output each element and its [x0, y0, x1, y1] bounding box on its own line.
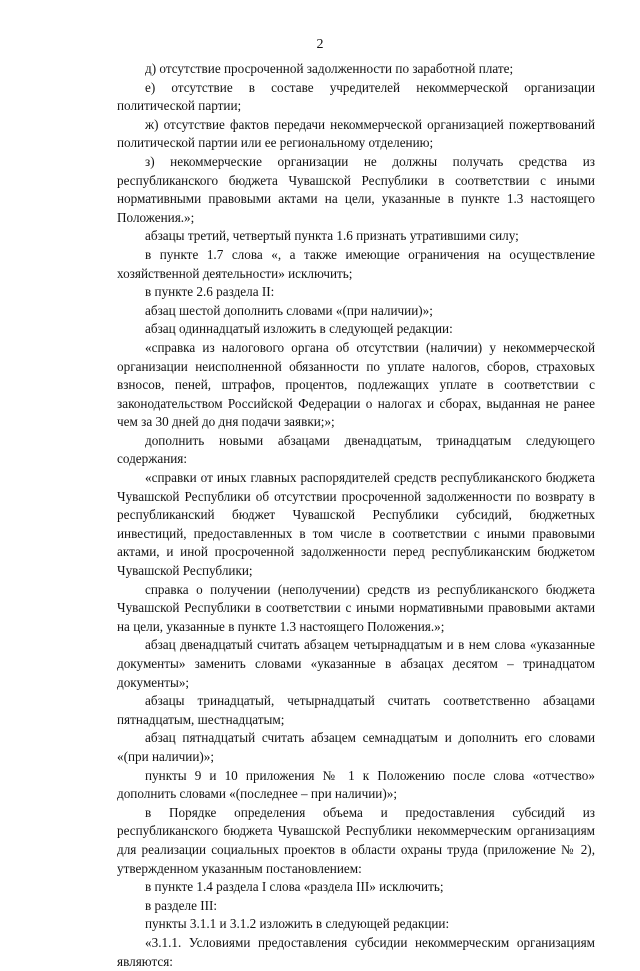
document-body	[117, 60, 595, 971]
paragraph: абзац двенадцатый считать абзацем четырнадцатым и в нем слова «указанные документы» заменить словами «указанные в абзацах десятом – тринадцатом документы»;	[117, 637, 595, 690]
paragraph: в пункте 2.6 раздела II:	[145, 284, 275, 300]
paragraph: «справки от иных главных распорядителей средств республиканского бюджета Чувашской Республики об отсутствии просроченной задолженности по возврату в республиканский бюджет Чувашской Республики субсидий, бюджетных инвестиций, предоставленных в том числе в соответствии с иными правовыми актами, и иной просроченной задолженности перед республиканским бюджетом Чувашской Республики;	[117, 470, 595, 579]
paragraph: абзац одиннадцатый изложить в следующей редакции:	[145, 321, 453, 337]
paragraph: пункты 3.1.1 и 3.1.2 изложить в следующей редакции:	[145, 916, 450, 932]
paragraph: д) отсутствие просроченной задолженности по заработной плате;	[145, 61, 514, 76]
paragraph: ж) отсутствие фактов передачи некоммерческой организацией пожертвований политической партии или ее региональному отделению;	[117, 116, 595, 151]
paragraph: в пункте 1.7 слова «, а также имеющие ограничения на осуществление хозяйственной деятельности» исключить;	[117, 246, 595, 281]
page-number: 2	[316, 37, 324, 52]
paragraph: дополнить новыми абзацами двенадцатым, тринадцатым следующего содержания:	[117, 432, 595, 467]
paragraph: «3.1.1. Условиями предоставления субсидии некоммерческим организациям являются:	[117, 934, 595, 969]
paragraph: «справка из налогового органа об отсутствии (наличии) у некоммерческой организации неисполненной обязанности по уплате налогов, сборов, страховых взносов, пеней, штрафов, процентов, подлежащих уплате в соответствии с законодательством Российской Федерации о налогах и сборах, выданная не ранее чем за 30 дней до дня подачи заявки;»;	[117, 339, 595, 430]
paragraph: абзац шестой дополнить словами «(при наличии)»;	[145, 302, 433, 318]
paragraph: абзацы третий, четвертый пункта 1.6 признать утратившими силу;	[145, 228, 519, 244]
paragraph: пункты 9 и 10 приложения № 1 к Положению после слова «отчество» дополнить словами «(последнее – при наличии)»;	[117, 767, 595, 802]
paragraph: абзацы тринадцатый, четырнадцатый считать соответственно абзацами пятнадцатым, шестнадцатым;	[117, 693, 595, 727]
paragraph: абзац пятнадцатый считать абзацем семнадцатым и дополнить его словами «(при наличии)»;	[117, 730, 595, 764]
paragraph: в Порядке определения объема и предоставления субсидий из республиканского бюджета Чувашской Республики некоммерческим организациям для реализации социальных проектов в области охраны труда (приложение № 2), утвержденном указанным постановлением:	[117, 804, 595, 876]
paragraph: е) отсутствие в составе учредителей некоммерческой организации политической партии;	[117, 79, 595, 114]
paragraph: в пункте 1.4 раздела I слова «раздела III» исключить;	[145, 879, 444, 895]
paragraph: в разделе III:	[145, 897, 218, 913]
paragraph: справка о получении (неполучении) средств из республиканского бюджета Чувашской Республики в соответствии с иными нормативными правовыми актами на цели, указанные в пункте 1.3 настоящего Положения.»;	[117, 581, 595, 634]
paragraph: з) некоммерческие организации не должны получать средства из республиканского бюджета Чувашской Республики в соответствии с иными нормативными правовыми актами на цели, указанные в пункте 1.3 настоящего Положения.»;	[117, 153, 595, 225]
